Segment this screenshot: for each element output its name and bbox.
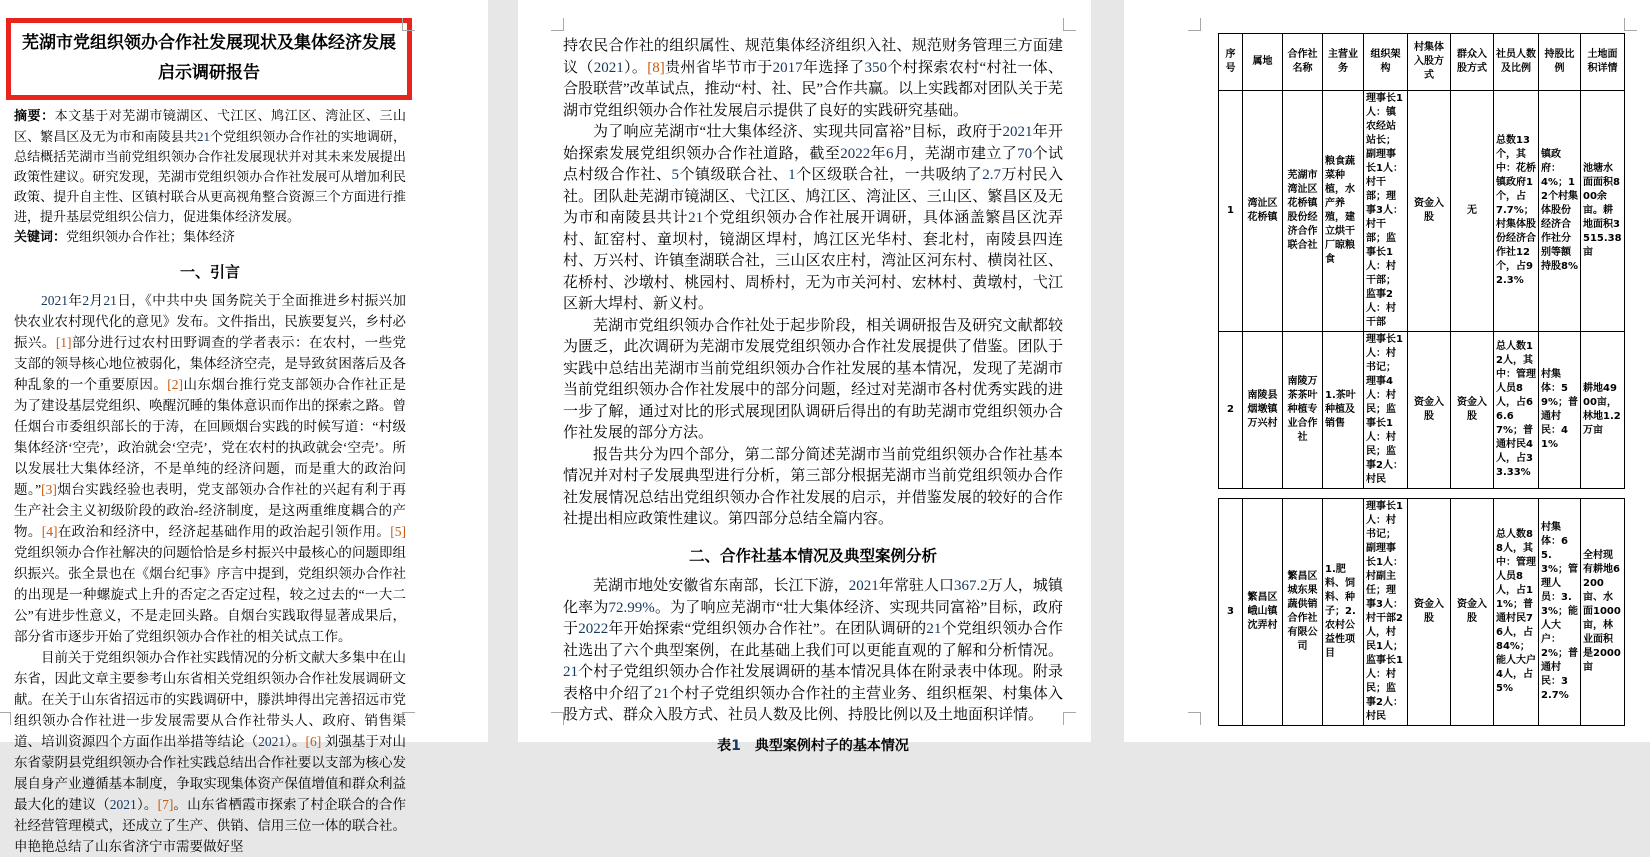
table-cell: 2 — [1219, 332, 1243, 489]
table-header-cell: 合作社名称 — [1283, 34, 1323, 91]
paragraph: 芜湖市党组织领办合作社处于起步阶段，相关调研报告及研究文献都较为匮乏，此次调研为芜湖市发展党组织领办合作社发展提供了借鉴。团队于实践中总结出芜湖市当前党组织领办合作社发展的基本情况，发现了芜湖市当前党组织领办合作社发展中的部分问题，经过对芜湖市各村优秀实践的进一步了解，通过对比的形式展现团队调研后得出的有助芜湖市党组织领办合作社发展的部分方法。 — [563, 317, 1063, 441]
table-cell: 1.茶叶种植及销售 — [1323, 332, 1364, 489]
keywords-label: 关键词： — [14, 230, 67, 245]
crop-mark — [1063, 712, 1076, 725]
crop-mark — [1624, 18, 1637, 31]
table-cell: 全村现有耕地6200亩、水面1000亩，林业面积是2000亩 — [1581, 499, 1625, 726]
table-header-cell: 主营业务 — [1323, 34, 1364, 91]
table-cell: 湾沚区花桥镇 — [1243, 91, 1283, 332]
table-cell: 理事长1人：村书记；副理事长1人：村副主任；理事3人：村干部2人，村民1人；监事长1人：村民；监事2人：村民 — [1364, 499, 1408, 726]
table-header-row — [1219, 34, 1625, 91]
keywords-text: 党组织领办合作社；集体经济 — [66, 229, 236, 244]
table-cell: 资金入股 — [1408, 91, 1451, 332]
table-row — [1219, 499, 1625, 726]
table-header-cell: 属地 — [1243, 34, 1283, 91]
table-cell: 村集体：59%；普通村民：41% — [1539, 332, 1581, 489]
table-cell: 资金入股 — [1408, 332, 1451, 489]
table-header-cell: 土地面积详情 — [1581, 34, 1625, 91]
table-header-cell: 序号 — [1219, 34, 1243, 91]
section-heading-introduction: 一、引言 — [179, 263, 240, 281]
table-cell: 总人数12人，其中：管理人员8人，占66.67%；普通村民4人，占33.33% — [1494, 332, 1539, 489]
table-cell: 南陵县烟墩镇万兴村 — [1243, 332, 1283, 489]
crop-mark — [551, 712, 564, 725]
table-header-cell: 组织架构 — [1364, 34, 1408, 91]
basic-info-table-continued — [1218, 498, 1625, 726]
table-header-cell: 社员人数及比例 — [1494, 34, 1539, 91]
crop-mark — [551, 18, 564, 31]
table-cell: 资金入股 — [1451, 499, 1494, 726]
page-3 — [1124, 0, 1650, 742]
table-cell: 池塘水面面积800余亩。耕地面积3515.38亩 — [1581, 91, 1625, 332]
title-highlight-box — [6, 18, 412, 100]
table-cell: 1 — [1219, 91, 1243, 332]
page-2 — [518, 0, 1091, 754]
table-cell: 总数13个，其中：花桥镇政府1个，占7.7%；村集体股份经济合作社12个，占92.3% — [1494, 91, 1539, 332]
crop-mark — [0, 712, 11, 725]
table-row — [1219, 91, 1625, 332]
table-caption: 表1 典型案例村子的基本情况 — [717, 737, 909, 754]
table-cell: 镇政府：4%；12个村集体股份经济合作社分别等额持股8% — [1539, 91, 1581, 332]
abstract-label: 摘要： — [14, 109, 55, 124]
paragraph: 报告共分为四个部分，第二部分简述芜湖市当前党组织领办合作社基本情况并对村子发展典型进行分析，第三部分根据芜湖市当前党组织领办合作社发展情况总结出党组织领办合作社发展的启示，并借鉴发展的较好的合作社提出相应政策性建议。第四部分总结全篇内容。 — [563, 446, 1063, 527]
basic-info-table — [1218, 33, 1625, 489]
crop-mark — [402, 712, 415, 725]
table-cell: 南陵万茶茶叶种植专业合作社 — [1283, 332, 1323, 489]
paragraph: 芜湖市地处安徽省东南部，长江下游，2021年常驻人口367.2万人，城镇化率为72.99%。为了响应芜湖市“壮大集体经济、实现共同富裕”目标，政府于2022年开始探索“党组织领办合作社”。在团队调研的21个党组织领办合作社选出了六个典型案例，在此基础上我们可以更能直观的了解和分析情况。21个村子党组织领办合作社发展调研的基本情况具体在附录表中体现。附录表格中介绍了21个村子党组织领办合作社的主营业务、组织框架、村集体入股方式、群众入股方式、社员人数及比例、持股比例以及土地面积详情。 — [563, 578, 1063, 723]
table-cell: 村集体：65.3%；管理人员：3.3%；能人大户：2%；普通村民：32.7% — [1539, 499, 1581, 726]
paragraph: 持农民合作社的组织属性、规范集体经济组织入社、规范财务管理三方面建议（2021）。[8]贵州省毕节市于2017年选择了350个村探索农村“村社一体、合股联营”改革试点，推动“村、社、民”合作共赢。以上实践都对团队关于芜湖市党组织领办合作社发展启示提供了良好的实践研究基础。 — [563, 38, 1063, 119]
crop-mark — [1188, 712, 1201, 725]
crop-mark — [1188, 18, 1201, 31]
paragraph: 2021年2月21日，《中共中央 国务院关于全面推进乡村振兴加快农业农村现代化的意见》发布。文件指出，民族要复兴，乡村必振兴。[1]部分进行过农村田野调查的学者表示：在农村，一些党支部的领导核心地位被弱化，集体经济空壳，是导致贫困落后及各种乱象的一个重要原因。[2]山东烟台推行党支部领办合作社正是为了建设基层党组织、唤醒沉睡的集体意识而作出的探索之路。曾任烟台市委组织部长的于涛，在回顾烟台实践的时候写道：“村级集体经济‘空壳’，政治就会‘空壳’，党在农村的执政就会‘空壳’。所以发展壮大集体经济，不是单纯的经济问题，而是重大的政治问题。”[3]烟台实践经验也表明，党支部领办合作社的兴起有利于再生产社会主义初级阶段的政治-经济制度，是这两重维度耦合的产物。[4]在政治和经济中，经济起基础作用的政治起引领作用。[5]党组织领办合作社解决的问题恰恰是乡村振兴中最核心的问题即组织振兴。张全景也在《烟台纪事》序言中提到，党组织领办合作社的出现是一种螺旋式上升的否定之否定过程，较之过去的“一大二公”有进步性意义，不是走回头路。自烟台实践取得显著成果后，部分省市逐步开始了党组织领办合作社的相关试点工作。 — [14, 293, 407, 644]
table-header-cell: 村集体入股方式 — [1408, 34, 1451, 91]
abstract-block — [14, 106, 406, 227]
keywords-block — [14, 227, 406, 248]
crop-mark — [1063, 18, 1076, 31]
table-cell: 总人数88人，其中：管理人员8人，占11%；普通村民76人，占84%；能人大户4人，占5% — [1494, 499, 1539, 726]
table-cell: 粮食蔬菜种植，水产养殖，建立烘干厂晾粮食 — [1323, 91, 1364, 332]
paragraph: 目前关于党组织领办合作社实践情况的分析文献大多集中在山东省，因此文章主要参考山东省相关党组织领办合作社发展调研文献。在关于山东省招远市的实践调研中，滕洪坤得出完善招远市党组织领办合作社进一步发展需要从合作社带头人、政府、销售渠道、培训资源四个方面作出举措等结论（2021）。[6] 刘强基于对山东省蒙阴县党组织领办合作社实践总结出合作社要以支部为核心发展自身产业遵循基本制度，争取实现集体资产保值增值和群众利益最大化的建议（2021）。[7]。山东省栖霞市探索了村企联合的合作社经营管理模式，还成立了生产、供销、信用三位一体的联合社。申艳艳总结了山东省济宁市需要做好坚 — [14, 650, 407, 854]
table-cell: 无 — [1451, 91, 1494, 332]
table-cell: 繁昌区城东果蔬供销合作社有限公司 — [1283, 499, 1323, 726]
crop-mark — [402, 18, 415, 31]
abstract-text: 本文基于对芜湖市镜湖区、弋江区、鸠江区、湾沚区、三山区、繁昌区及无为市和南陵县共21个党组织领办合作社的实地调研，总结概括芜湖市当前党组织领办合作社发展现状并对其未来发展提出政策性建议。研究发现，芜湖市党组织领办合作社发展可从增加利民政策、提升自主性、区镇村联合从更高视角整合资源三个方面进行推进，提升基层党组织公信力，促进集体经济发展。 — [14, 108, 406, 224]
page2-body — [563, 36, 1063, 757]
report-title: 芜湖市党组织领办合作社发展现状及集体经济发展启示调研报告 — [22, 33, 396, 82]
table-header-cell: 持股比例 — [1539, 34, 1581, 91]
table-cell: 理事长1人：镇农经站站长；副理事长1人：村干部；理事3人：村干部；监事长1人：村干部；监事2人：村干部 — [1364, 91, 1408, 332]
table-header-cell: 群众入股方式 — [1451, 34, 1494, 91]
table-cell: 资金入股 — [1408, 499, 1451, 726]
page1-body — [14, 262, 406, 857]
table-cell: 耕地4900亩，林地1.2万亩 — [1581, 332, 1625, 489]
page-1 — [0, 0, 488, 854]
table-cell: 1.肥料、饲料、种子；2.农村公益性项目 — [1323, 499, 1364, 726]
paragraph: 为了响应芜湖市“壮大集体经济、实现共同富裕”目标，政府于2021年开始探索发展党组织领办合作社道路，截至2022年6月，芜湖市建立了70个试点村级合作社、5个镇级联合社、1个区级联合社，一共吸纳了2.7万村民入社。团队赴芜湖市镜湖区、弋江区、鸠江区、湾沚区、三山区、繁昌区及无为市和南陵县共计21个党组织领办合作社展开调研，具体涵盖繁昌区沈弄村、缸窑村、童坝村，镜湖区垾村，鸠江区光华村、套北村，南陵县四连村、万兴村、许镇奎湖联合社，三山区农庄村，湾沚区河东村、横岗社区、花桥村、沙墩村、桃园村、周桥村，无为市关河村、宏林村、黄墩村，弋江区新大垾村、新义村。 — [563, 124, 1063, 312]
section-heading-case-analysis: 二、合作社基本情况及典型案例分析 — [688, 546, 937, 565]
table-row — [1219, 332, 1625, 489]
table-cell: 芜湖市湾沚区花桥镇股份经济合作联合社 — [1283, 91, 1323, 332]
table-cell: 资金入股 — [1451, 332, 1494, 489]
table-cell: 3 — [1219, 499, 1243, 726]
table-cell: 理事长1人：村书记；理事4人：村民；监事长1人：村民；监事2人：村民 — [1364, 332, 1408, 489]
table-cell: 繁昌区峨山镇沈弄村 — [1243, 499, 1283, 726]
